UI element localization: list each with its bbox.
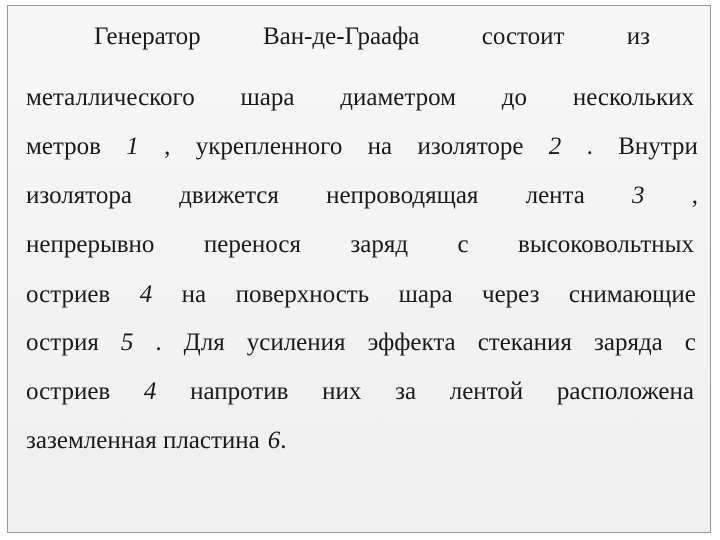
- word: диаметром: [340, 84, 456, 111]
- word: снимающие: [568, 281, 696, 308]
- word: Генератор: [94, 23, 201, 50]
- word: лентой: [449, 378, 524, 405]
- word: стекания: [477, 329, 572, 356]
- label-number: 5: [120, 329, 134, 356]
- word: напротив: [190, 378, 289, 405]
- paragraph-line-8: [26, 377, 694, 407]
- word: металлического: [26, 84, 195, 111]
- word: остриев: [26, 378, 111, 405]
- word: них: [322, 378, 362, 405]
- word: движется: [179, 182, 279, 209]
- word: Ван-де-Граафа: [262, 23, 420, 50]
- word: изоляторе: [417, 133, 524, 160]
- word: заземленная пластина: [26, 427, 260, 454]
- word: заряда: [593, 329, 663, 356]
- paragraph-line-1: [26, 22, 698, 52]
- word: остриев: [26, 281, 111, 308]
- label-number: 6: [267, 427, 281, 454]
- word: через: [482, 281, 540, 308]
- word: до: [501, 84, 528, 111]
- word: поверхность: [235, 281, 370, 308]
- word: .: [586, 133, 593, 160]
- word: с: [684, 329, 696, 356]
- word: шара: [240, 84, 295, 111]
- word: перенося: [203, 231, 302, 258]
- word: непроводящая: [326, 182, 479, 209]
- word: ,: [164, 133, 171, 160]
- paragraph-line-9: [26, 426, 287, 456]
- word: изолятора: [26, 182, 132, 209]
- word: усиления: [246, 329, 346, 356]
- word: острия: [26, 329, 99, 356]
- paragraph-line-7: [26, 328, 696, 358]
- label-number: 4: [139, 281, 153, 308]
- label-number: 2: [548, 133, 562, 160]
- word: .: [280, 427, 287, 454]
- label-number: 1: [126, 133, 139, 160]
- word: нескольких: [572, 84, 694, 111]
- word: с: [457, 231, 469, 258]
- word: на: [367, 133, 393, 160]
- word: метров: [26, 133, 101, 160]
- word: эффекта: [367, 329, 456, 356]
- label-number: 3: [632, 182, 645, 209]
- paragraph-line-5: [26, 230, 694, 260]
- paragraph-line-6: [26, 280, 696, 310]
- word: лента: [525, 182, 585, 209]
- label-number: 4: [143, 378, 157, 405]
- word: расположена: [556, 378, 694, 405]
- word: высоковольтных: [518, 231, 694, 258]
- word: состоит: [481, 23, 565, 50]
- word: ,: [691, 182, 698, 209]
- word: на: [181, 281, 207, 308]
- word: за: [395, 378, 417, 405]
- word: .: [155, 329, 162, 356]
- word: Внутри: [618, 133, 698, 160]
- word: Для: [183, 329, 225, 356]
- text-frame: [7, 5, 711, 533]
- word: из: [626, 23, 650, 50]
- paragraph-line-4: [26, 181, 698, 211]
- word: непрерывно: [26, 231, 155, 258]
- word: шара: [398, 281, 453, 308]
- word: укрепленного: [195, 133, 343, 160]
- paragraph-line-3: [26, 132, 698, 162]
- word: заряд: [350, 231, 409, 258]
- paragraph-line-2: [26, 83, 694, 113]
